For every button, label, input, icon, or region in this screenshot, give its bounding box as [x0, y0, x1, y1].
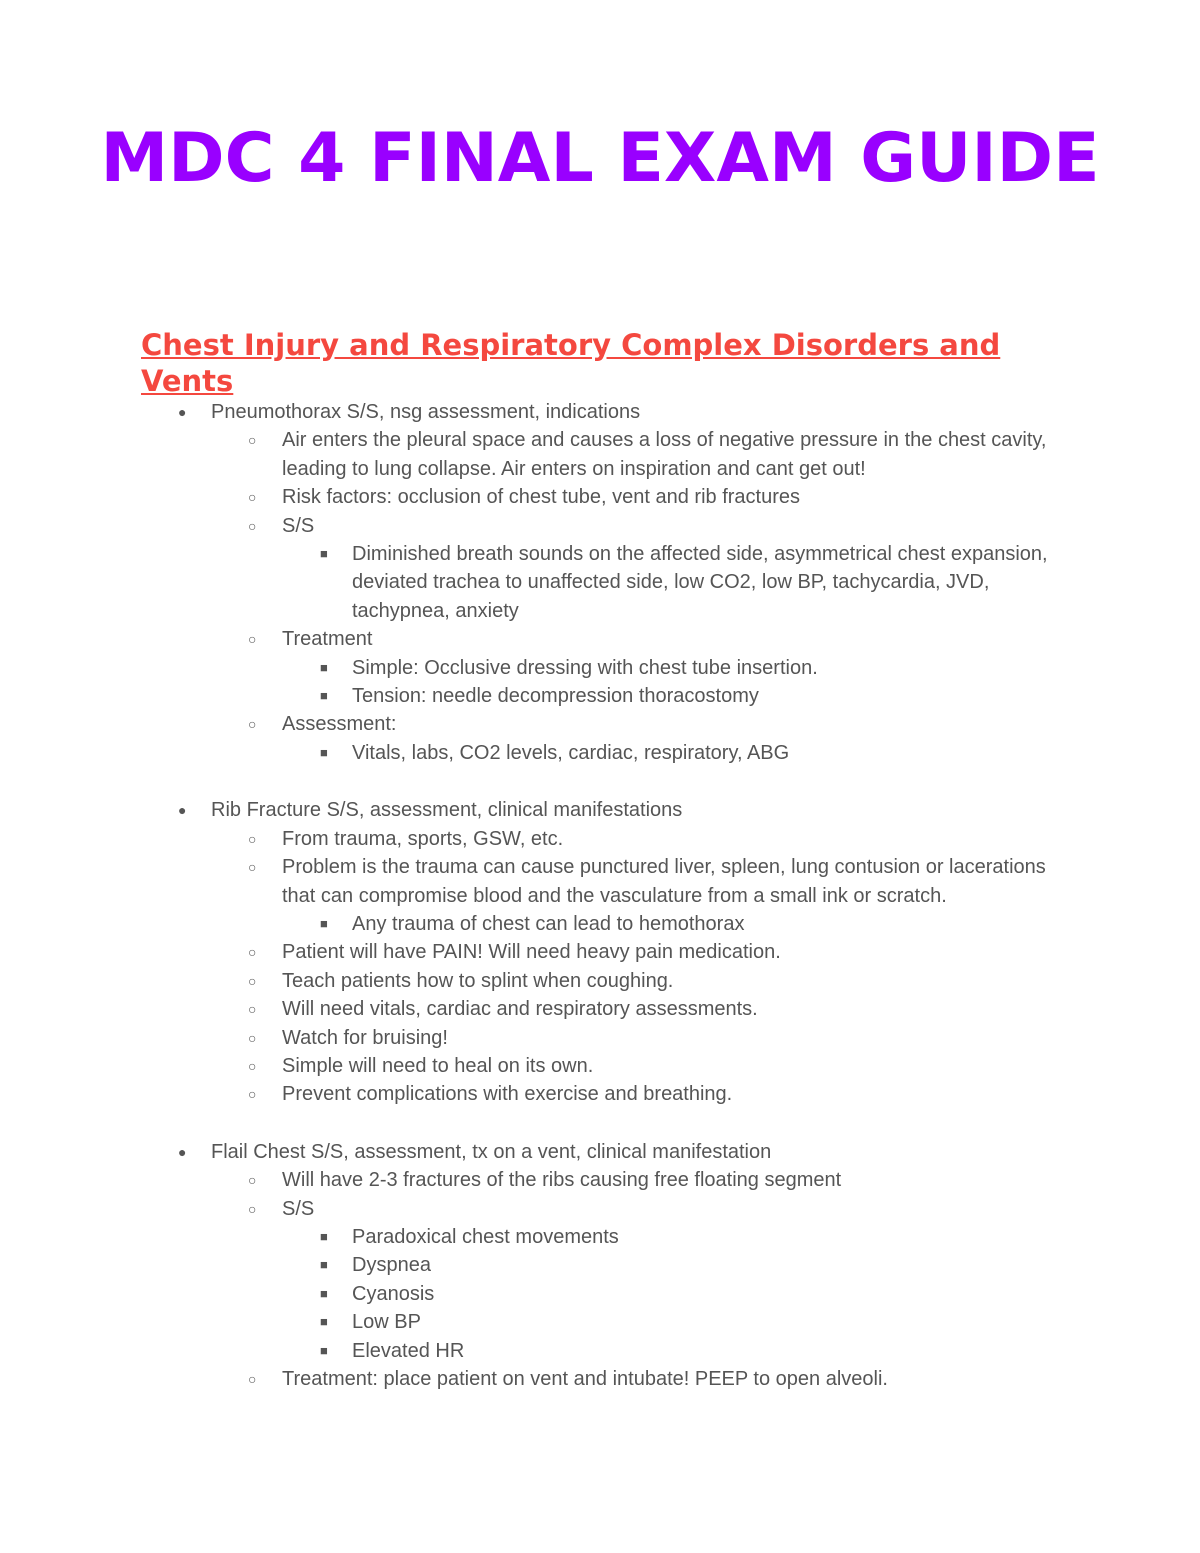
list-item-level-3 [320, 654, 1052, 682]
section-heading: Chest Injury and Respiratory Complex Disorders and Vents [141, 328, 1001, 398]
list-item-level-1 [178, 398, 1051, 426]
list-item-text: Watch for bruising! [282, 1026, 448, 1049]
list-item-text: Pneumothorax S/S, nsg assessment, indications [211, 401, 641, 423]
list-item-text: Diminished breath sounds on the affected side, asymmetrical chest expansion, deviated trachea to unaffected side, low CO2, low BP, tachycardia, JVD, tachypnea, anxiety [352, 543, 1048, 622]
list-item-level-1 [178, 796, 1051, 824]
bullet-icon: ● [178, 1143, 187, 1160]
list-item-text: Problem is the trauma can cause punctured liver, spleen, lung contusion or lacerations that can compromise blood and the vasculature from a small ink or scratch. [282, 856, 1046, 907]
bullet-icon: ● [178, 404, 187, 420]
list-item-text: Will need vitals, cardiac and respiratory assessments. [282, 998, 758, 1021]
bullet-icon: ■ [320, 1342, 328, 1358]
list-item-text: Any trauma of chest can lead to hemothorax [352, 912, 745, 935]
list-item-level-2 [248, 710, 1052, 738]
list-item-text: Cyanosis [352, 1282, 435, 1305]
outline-list [0, 398, 1200, 1393]
bullet-icon: ○ [248, 1001, 257, 1018]
list-item-level-3 [320, 1280, 1052, 1308]
bullet-icon: ■ [320, 1314, 328, 1330]
list-item-text: Air enters the pleural space and causes a loss of negative pressure in the chest cavity, leading to lung collapse. Air enters on inspiration and cant get out! [282, 429, 1047, 480]
list-item-level-2 [248, 625, 1052, 653]
list-item-level-2 [248, 825, 1052, 853]
bullet-icon: ● [178, 802, 187, 819]
list-item-text: Simple will need to heal on its own. [282, 1054, 594, 1077]
list-item-text: Tension: needle decompression thoracostomy [352, 685, 759, 708]
bullet-icon: ■ [320, 659, 328, 675]
list-item-text: Treatment: place patient on vent and intubate! PEEP to open alveoli. [282, 1368, 888, 1390]
list-item-text: Elevated HR [352, 1339, 465, 1362]
bullet-icon: ■ [320, 546, 328, 562]
bullet-icon: ○ [248, 1057, 257, 1074]
bullet-icon: ○ [248, 1371, 257, 1387]
bullet-icon: ○ [248, 1086, 257, 1103]
list-item-text: S/S [282, 514, 315, 537]
list-item-level-2 [248, 995, 1052, 1023]
list-item-text: Assessment: [282, 713, 397, 736]
bullet-icon: ○ [248, 631, 257, 648]
list-item-level-2 [248, 512, 1052, 540]
list-item-level-3 [320, 739, 1052, 767]
list-item-text: Vitals, labs, CO2 levels, cardiac, respiratory, ABG [352, 741, 790, 764]
list-item-text: Flail Chest S/S, assessment, tx on a vent, clinical manifestation [211, 1140, 772, 1163]
list-item-level-3 [320, 1223, 1052, 1251]
blank-line [0, 1109, 1200, 1138]
bullet-icon: ○ [248, 972, 257, 989]
list-item-level-2 [248, 853, 1052, 910]
list-item-text: Simple: Occlusive dressing with chest tube insertion. [352, 656, 818, 679]
list-item-level-3 [320, 1337, 1052, 1365]
list-item-level-2 [248, 1195, 1052, 1223]
bullet-icon: ○ [248, 517, 257, 534]
list-item-text: Patient will have PAIN! Will need heavy pain medication. [282, 941, 781, 964]
list-item-text: Risk factors: occlusion of chest tube, vent and rib fractures [282, 486, 801, 509]
bullet-icon: ○ [248, 489, 257, 506]
list-item-text: S/S [282, 1197, 315, 1220]
list-item-text: Will have 2-3 fractures of the ribs causing free floating segment [282, 1169, 842, 1192]
list-item-text: Paradoxical chest movements [352, 1225, 619, 1248]
bullet-icon: ○ [248, 432, 257, 449]
list-item-text: From trauma, sports, GSW, etc. [282, 827, 564, 850]
list-item-level-2 [248, 1052, 1052, 1080]
list-item-text: Prevent complications with exercise and breathing. [282, 1083, 733, 1106]
list-item-level-2 [248, 967, 1052, 995]
bullet-icon: ○ [248, 716, 257, 733]
blank-line [0, 767, 1200, 796]
list-item-level-1 [178, 1138, 1051, 1166]
bullet-icon: ■ [320, 1257, 328, 1273]
list-item-text: Rib Fracture S/S, assessment, clinical manifestations [211, 799, 683, 822]
list-item-level-2 [248, 483, 1052, 511]
list-item-level-2 [248, 938, 1052, 966]
document-title: MDC 4 FINAL EXAM GUIDE [100, 119, 1100, 198]
list-item-level-3 [320, 1251, 1052, 1279]
list-item-text: Dyspnea [352, 1254, 431, 1277]
list-item-level-3 [320, 540, 1052, 625]
bullet-icon: ○ [248, 1029, 257, 1046]
list-item-text: Low BP [352, 1311, 421, 1334]
list-item-text: Treatment [282, 628, 373, 651]
list-item-level-2 [248, 1024, 1052, 1052]
bullet-icon: ○ [248, 944, 257, 961]
list-item-level-3 [320, 910, 1052, 938]
list-item-text: Teach patients how to splint when coughing. [282, 969, 674, 992]
list-item-level-2 [248, 1080, 1052, 1108]
bullet-icon: ■ [320, 744, 328, 760]
bullet-icon: ○ [248, 1200, 257, 1217]
bullet-icon: ■ [320, 915, 328, 931]
list-item-level-2 [248, 1166, 1052, 1194]
bullet-icon: ○ [248, 1172, 257, 1189]
list-item-level-2 [248, 1365, 1052, 1393]
bullet-icon: ■ [320, 1285, 328, 1301]
bullet-icon: ■ [320, 1228, 328, 1244]
bullet-icon: ○ [248, 830, 257, 847]
bullet-icon: ○ [248, 859, 257, 876]
list-item-level-3 [320, 682, 1052, 710]
bullet-icon: ■ [320, 688, 328, 704]
list-item-level-3 [320, 1308, 1052, 1336]
list-item-level-2 [248, 426, 1052, 483]
